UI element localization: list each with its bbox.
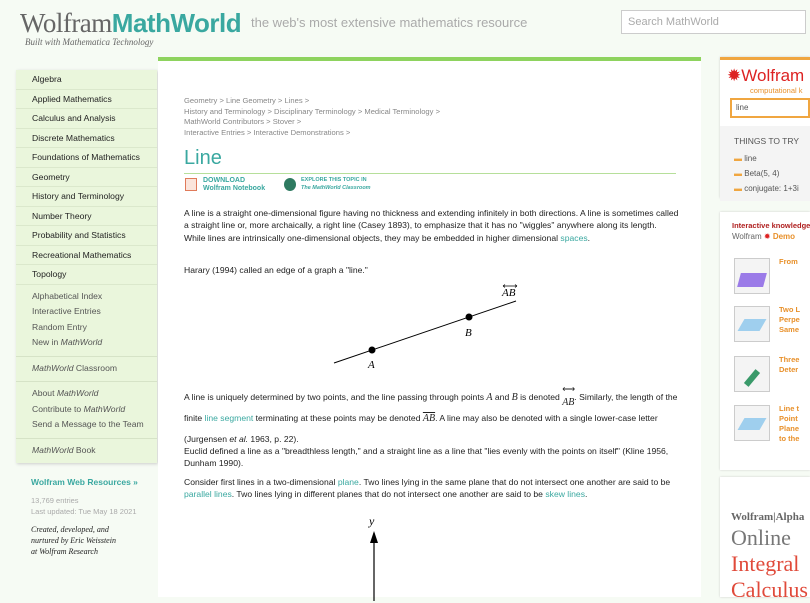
- text: AB: [562, 397, 575, 408]
- breadcrumb-link[interactable]: Medical Terminology: [364, 106, 434, 116]
- sidebar-item-number-theory[interactable]: Number Theory: [16, 207, 157, 227]
- label-mw: MathWorld: [83, 403, 126, 414]
- sidebar-item-probability[interactable]: Probability and Statistics: [16, 226, 157, 246]
- label-mw: MathWorld: [60, 337, 103, 347]
- paragraph-notation: [184, 384, 679, 449]
- text: . Two lines lying in different planes that do not intersect one another are said to be: [231, 489, 546, 500]
- ik-title: Interactive knowledge: [732, 221, 810, 230]
- breadcrumb-row: Geometry > Line Geometry > Lines >: [184, 96, 310, 105]
- link-send-message[interactable]: Send a Message to the Team: [32, 419, 144, 429]
- label-mw: MathWorld: [32, 362, 74, 373]
- link-skew-lines[interactable]: skew lines: [545, 489, 585, 500]
- point-B: [466, 314, 473, 321]
- text: . Similarly, the length of the finite: [184, 392, 678, 423]
- sidebar-item-discrete[interactable]: Discrete Mathematics: [16, 129, 157, 149]
- y-axis-label: y: [369, 514, 375, 528]
- try-item[interactable]: ▬ Beta(5, 4): [734, 169, 780, 178]
- tagline: the web's most extensive mathematics resource: [251, 15, 528, 30]
- wa-subtitle: computational k: [750, 86, 803, 95]
- link-random-entry[interactable]: Random Entry: [32, 321, 87, 332]
- label: Perpe: [779, 315, 800, 324]
- label: Same: [779, 325, 800, 334]
- breadcrumb-link[interactable]: Stover: [272, 117, 295, 127]
- page-title: Line: [184, 147, 222, 169]
- sidebar-item-recreational[interactable]: Recreational Mathematics: [16, 246, 157, 266]
- label: to the: [779, 434, 800, 443]
- site-stats: [31, 496, 137, 517]
- line-AB: [334, 301, 516, 363]
- label: Book: [73, 444, 96, 455]
- sidebar-item-foundations[interactable]: Foundations of Mathematics: [16, 148, 157, 168]
- logo-mathworld: MathWorld: [111, 8, 242, 38]
- last-updated: Last updated: Tue May 18 2021: [31, 506, 137, 516]
- axes-figure: [358, 511, 398, 601]
- mathworld-logo[interactable]: [20, 8, 242, 47]
- math-segment-AB: $\overline{AB}$: [422, 413, 436, 424]
- breadcrumb-row: History and Terminology > Disciplinary Terminology > Medical Terminology >: [184, 106, 440, 116]
- math-B: B: [511, 392, 518, 403]
- star-icon: ✹: [727, 66, 742, 85]
- paragraph-harary: Harary (1994) called an edge of a graph a "line.": [184, 265, 368, 275]
- wa-input[interactable]: line: [730, 98, 810, 118]
- breadcrumbs: [184, 96, 440, 139]
- breadcrumb-link[interactable]: Geometry: [184, 96, 218, 105]
- label: Two L: [779, 305, 801, 314]
- download-notebook-button[interactable]: [203, 177, 265, 193]
- title-divider: [184, 173, 676, 174]
- paragraph-euclid: Euclid defined a line as a "breadthless length," and a straight line as a line that "lies evenly with the points on itself" (Kline 1956, Dunham 1990).: [184, 446, 669, 469]
- label-mw: MathWorld: [56, 388, 99, 398]
- text: . A line may also be denoted with a single lower-case letter (Jurgensen: [184, 413, 658, 444]
- text: .: [585, 489, 588, 500]
- demo-link[interactable]: [779, 257, 798, 267]
- main-content: [158, 57, 701, 597]
- brand: Wolfram: [741, 66, 805, 85]
- breadcrumb-row: Interactive Entries > Interactive Demonstrations >: [184, 128, 351, 138]
- link-parallel-lines[interactable]: parallel lines: [184, 489, 232, 500]
- line-figure: [328, 281, 528, 376]
- credit-line: at Wolfram Research: [31, 547, 98, 556]
- sidebar-item-geometry[interactable]: Geometry: [16, 168, 157, 188]
- demo-thumbnail[interactable]: [734, 306, 770, 342]
- label: Online: [731, 525, 791, 550]
- things-to-try-title: THINGS TO TRY: [734, 136, 800, 146]
- try-item[interactable]: ▬ conjugate: 1+3i: [734, 184, 799, 193]
- link-alphabetical-index[interactable]: Alphabetical Index: [32, 290, 103, 301]
- text: terminating at these points may be denoted: [253, 413, 423, 423]
- label: conjugate: 1+3i: [744, 184, 799, 193]
- label-AB: AB: [502, 287, 516, 299]
- credit-line: nurtured by Eric Weisstein: [31, 536, 116, 545]
- label: New in: [32, 337, 61, 347]
- label: From: [779, 257, 798, 266]
- paragraph-parallel: [184, 476, 679, 501]
- breadcrumb-link[interactable]: Line Geometry: [226, 96, 276, 105]
- text: 1963, p. 22).: [248, 434, 299, 444]
- wolfram-alpha-logo: [727, 66, 804, 86]
- breadcrumb-link[interactable]: Lines: [284, 96, 303, 105]
- sidebar-item-calculus[interactable]: Calculus and Analysis: [16, 109, 157, 129]
- logo-wolfram: Wolfram: [20, 8, 112, 38]
- breadcrumb-link[interactable]: Disciplinary Terminology: [273, 106, 356, 116]
- text: Consider first lines in a two-dimensional: [184, 477, 338, 487]
- label: Line t: [779, 404, 799, 413]
- demonstrations-widget: [720, 212, 810, 470]
- math-line-AB: [562, 384, 576, 408]
- label: Integral: [731, 551, 800, 576]
- link-book[interactable]: [16, 443, 157, 459]
- link-classroom[interactable]: [16, 361, 157, 377]
- demo-link[interactable]: [779, 305, 800, 335]
- breadcrumb-link[interactable]: Interactive Demonstrations: [253, 128, 344, 138]
- text: .: [587, 232, 591, 243]
- link-interactive-entries[interactable]: Interactive Entries: [32, 306, 101, 316]
- link-new-in-mathworld[interactable]: [16, 335, 157, 351]
- label: Classroom: [73, 362, 118, 373]
- search-input[interactable]: Search MathWorld: [621, 10, 806, 34]
- graduation-cap-icon: [284, 178, 296, 191]
- math-A: A: [486, 392, 493, 403]
- double-arrow-icon: ⟷: [562, 384, 576, 394]
- arrow-up-icon: [370, 531, 378, 543]
- text: . Two lines lying in the same plane that do not intersect one another are said to be: [358, 477, 671, 487]
- link-line-segment[interactable]: line segment: [204, 413, 254, 423]
- try-item[interactable]: ▬ line: [734, 154, 757, 163]
- wolfram-web-resources-link[interactable]: Wolfram Web Resources »: [31, 477, 138, 487]
- text: A line is uniquely determined by two points, and the line passing through points: [184, 392, 487, 402]
- wolfram-alpha-ad[interactable]: [720, 477, 810, 602]
- label-A: A: [368, 359, 375, 371]
- logo-subtitle: Built with Mathematica Technology: [25, 37, 154, 47]
- label: About: [32, 388, 57, 398]
- demo-thumbnail[interactable]: [734, 356, 770, 392]
- text: and: [492, 392, 512, 402]
- entries-count: 13,769 entries: [31, 496, 79, 505]
- demo-thumbnail[interactable]: [734, 405, 770, 441]
- link-plane[interactable]: plane: [337, 477, 359, 487]
- paragraph-definition: [184, 207, 679, 244]
- text: A line is a straight one-dimensional figure having no thickness and extending infinitely in both directions. A line is sometimes called a straight line or, more archaically, a right line (Casey 1893), to emphasize that it has no "wiggles" anywhere along its length. While lines are intrinsically one-dimensional objects, they may be embedded in higher dimensional: [184, 208, 679, 243]
- label: Three: [779, 355, 800, 364]
- point-A: [369, 347, 376, 354]
- breadcrumb-link[interactable]: History and Terminology: [184, 106, 266, 116]
- link-contribute[interactable]: [16, 402, 157, 418]
- demo-link[interactable]: [779, 355, 799, 375]
- link-about[interactable]: [16, 386, 157, 402]
- ad-brand: Wolfram|Alpha: [731, 511, 805, 523]
- label: DOWNLOAD: [203, 177, 245, 184]
- brand: Wolfram: [732, 232, 762, 241]
- sidebar-item-applied[interactable]: Applied Mathematics: [16, 90, 157, 110]
- label: Beta(5, 4): [744, 169, 780, 178]
- star-icon: ✹: [763, 232, 771, 241]
- label: Calculus: [731, 577, 808, 602]
- breadcrumb-link[interactable]: Interactive Entries: [184, 128, 245, 138]
- ad-text: [731, 525, 808, 603]
- demo-link[interactable]: [779, 404, 799, 444]
- sidebar: [16, 70, 157, 463]
- label: Wolfram Notebook: [203, 185, 266, 192]
- label: The MathWorld Classroom: [301, 184, 371, 191]
- sidebar-item-history[interactable]: History and Terminology: [16, 187, 157, 207]
- breadcrumb-link[interactable]: MathWorld Contributors: [184, 117, 265, 127]
- demo-thumbnail[interactable]: [734, 258, 770, 294]
- wolfram-alpha-widget: [720, 57, 810, 198]
- demonstrations-logo: [732, 232, 795, 241]
- link-spaces[interactable]: spaces: [560, 232, 588, 243]
- label-B: B: [465, 327, 472, 339]
- credit-line: Created, developed, and: [31, 525, 109, 534]
- brand: Demo: [772, 232, 796, 241]
- breadcrumb-row: MathWorld Contributors > Stover >: [184, 117, 302, 127]
- sidebar-item-algebra[interactable]: Algebra: [16, 70, 157, 90]
- label: line: [744, 154, 757, 163]
- label: Plane: [779, 424, 800, 433]
- sidebar-item-topology[interactable]: Topology: [16, 265, 157, 285]
- text: et al.: [229, 434, 249, 444]
- label: Contribute to: [32, 403, 84, 414]
- explore-classroom-button[interactable]: [301, 177, 371, 192]
- text: is denoted: [517, 392, 563, 402]
- credit: [31, 524, 116, 557]
- label: Deter: [779, 365, 799, 374]
- label: Point: [779, 414, 798, 423]
- label-mw: MathWorld: [32, 444, 74, 455]
- label: EXPLORE THIS TOPIC IN: [301, 177, 367, 183]
- notebook-icon: [185, 178, 197, 191]
